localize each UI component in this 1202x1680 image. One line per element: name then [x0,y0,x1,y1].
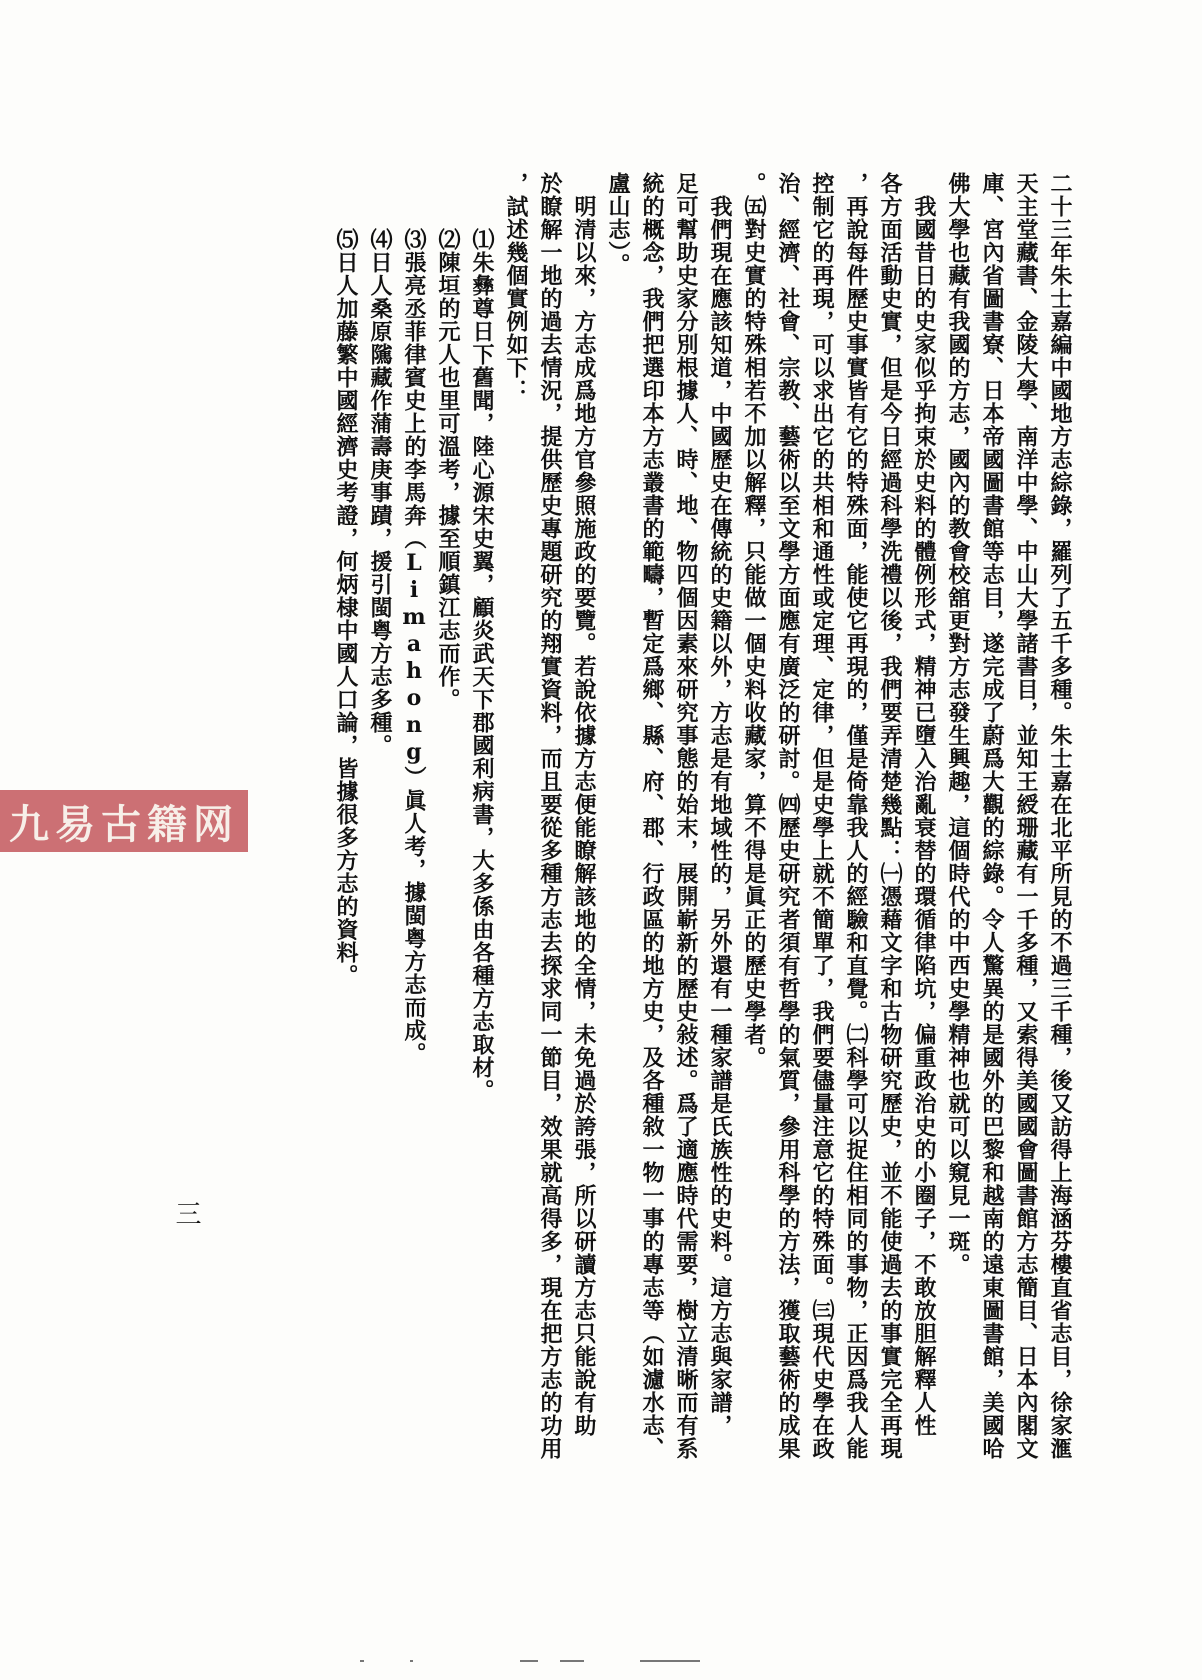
list-item-2: ⑵陳垣的元人也里可溫考，據至順鎮江志而作。 [435,228,461,711]
list-item-3: ⑶張亮丞菲律賓史上的李馬奔（Limahong）眞人考，據閩粤方志而成。 [401,228,427,1065]
scan-speck [640,1660,700,1662]
page-number: 三 [171,1200,201,1226]
list-item-4: ⑷日人桑原隲藏作蒲壽庚事蹟，援引閩粤方志多種。 [367,228,393,757]
text-column-6: 各方面活動史實，但是今日經過科學洗禮以後，我們要弄清楚幾點：㈠憑藉文字和古物研究歷史，並不能使過去的事實完全再現 [877,172,903,1460]
text-column-17: ，試述幾個實例如下： [503,172,529,402]
watermark [0,790,248,852]
watermark-text: 九易古籍网 [9,800,239,848]
scan-speck [410,1660,413,1662]
text-column-14: 盧山志）。 [605,172,631,276]
scan-speck [520,1660,538,1662]
text-column-16: 於瞭解一地的過去情況，提供歷史專題研究的翔實資料，而且要從多種方志去探求同一節目，效果就高得多，現在把方志的功用 [537,172,563,1460]
text-column-12: 足可幫助史家分別根據人、時、地、物四個因素來研究事態的始末，展開嶄新的歷史敍述。爲了適應時代需要，樹立清晰而有系 [673,172,699,1460]
text-column-15: 明清以來，方志成爲地方官參照施政的要覽。若說依據方志便能瞭解該地的全情，未免過於誇張，所以研讀方志只能說有助 [571,172,597,1437]
scan-speck [560,1660,584,1662]
text-column-7: ，再說每件歷史事實皆有它的特殊面，能使它再現的，僅是倚靠我人的經驗和直覺。㈡科學可以捉住相同的事物，正因爲我人能 [843,172,869,1460]
text-column-9: 治、經濟、社會、宗教、藝術以至文學方面應有廣泛的研討。㈣歷史研究者須有哲學的氣質，參用科學的方法，獲取藝術的成果 [775,172,801,1460]
text-column-13: 統的概念，我們把選印本方志叢書的範疇，暫定爲鄉、縣、府、郡、行政區的地方史，及各種敘一物一事的專志等（如濾水志、 [639,172,665,1460]
text-column-8: 控制它的再現，可以求出它的共相和通性或定理、定律，但是史學上就不簡單了，我們要儘量注意它的特殊面。㈢現代史學在政 [809,172,835,1460]
list-item-5: ⑸日人加藤繁中國經濟史考證，何炳棣中國人口論，皆據很多方志的資料。 [333,228,359,987]
text-column-10: 。㈤對史實的特殊相若不加以解釋，只能做一個史料收藏家，算不得是眞正的歷史學者。 [741,172,767,1069]
list-item-1: ⑴朱彝尊日下舊聞，陸心源宋史翼，顧炎武天下郡國利病書，大多係由各種方志取材。 [469,228,495,1102]
scan-speck [360,1660,364,1662]
text-column-11: 我們現在應該知道，中國歷史在傳統的史籍以外，方志是有地域性的，另外還有一種家譜是氏族性的史料。這方志與家譜， [707,172,733,1437]
text-column-5: 我國昔日的史家似乎拘束於史料的體例形式，精神已墮入治亂衰替的環循律陷坑，偏重政治史的小圈子，不敢放胆解釋人性 [911,172,937,1437]
text-column-2: 天主堂藏書、金陵大學、南洋中學、中山大學諸書目，並知王綬珊藏有一千多種，又索得美國國會圖書館方志簡目、日本內閣文 [1013,172,1039,1460]
text-column-1: 二十三年朱士嘉編中國地方志綜錄，羅列了五千多種。朱士嘉在北平所見的不過三千種，後又訪得上海涵芬樓直省志目，徐家滙 [1047,172,1073,1460]
text-column-4: 佛大學也藏有我國的方志，國內的教會校舘更對方志發生興趣，這個時代的中西史學精神也就可以窺見一斑。 [945,172,971,1276]
text-column-3: 庫、宮內省圖書寮、日本帝國圖書館等志目，遂完成了蔚爲大觀的綜錄。令人驚異的是國外的巴黎和越南的遠東圖書館，美國哈 [979,172,1005,1460]
